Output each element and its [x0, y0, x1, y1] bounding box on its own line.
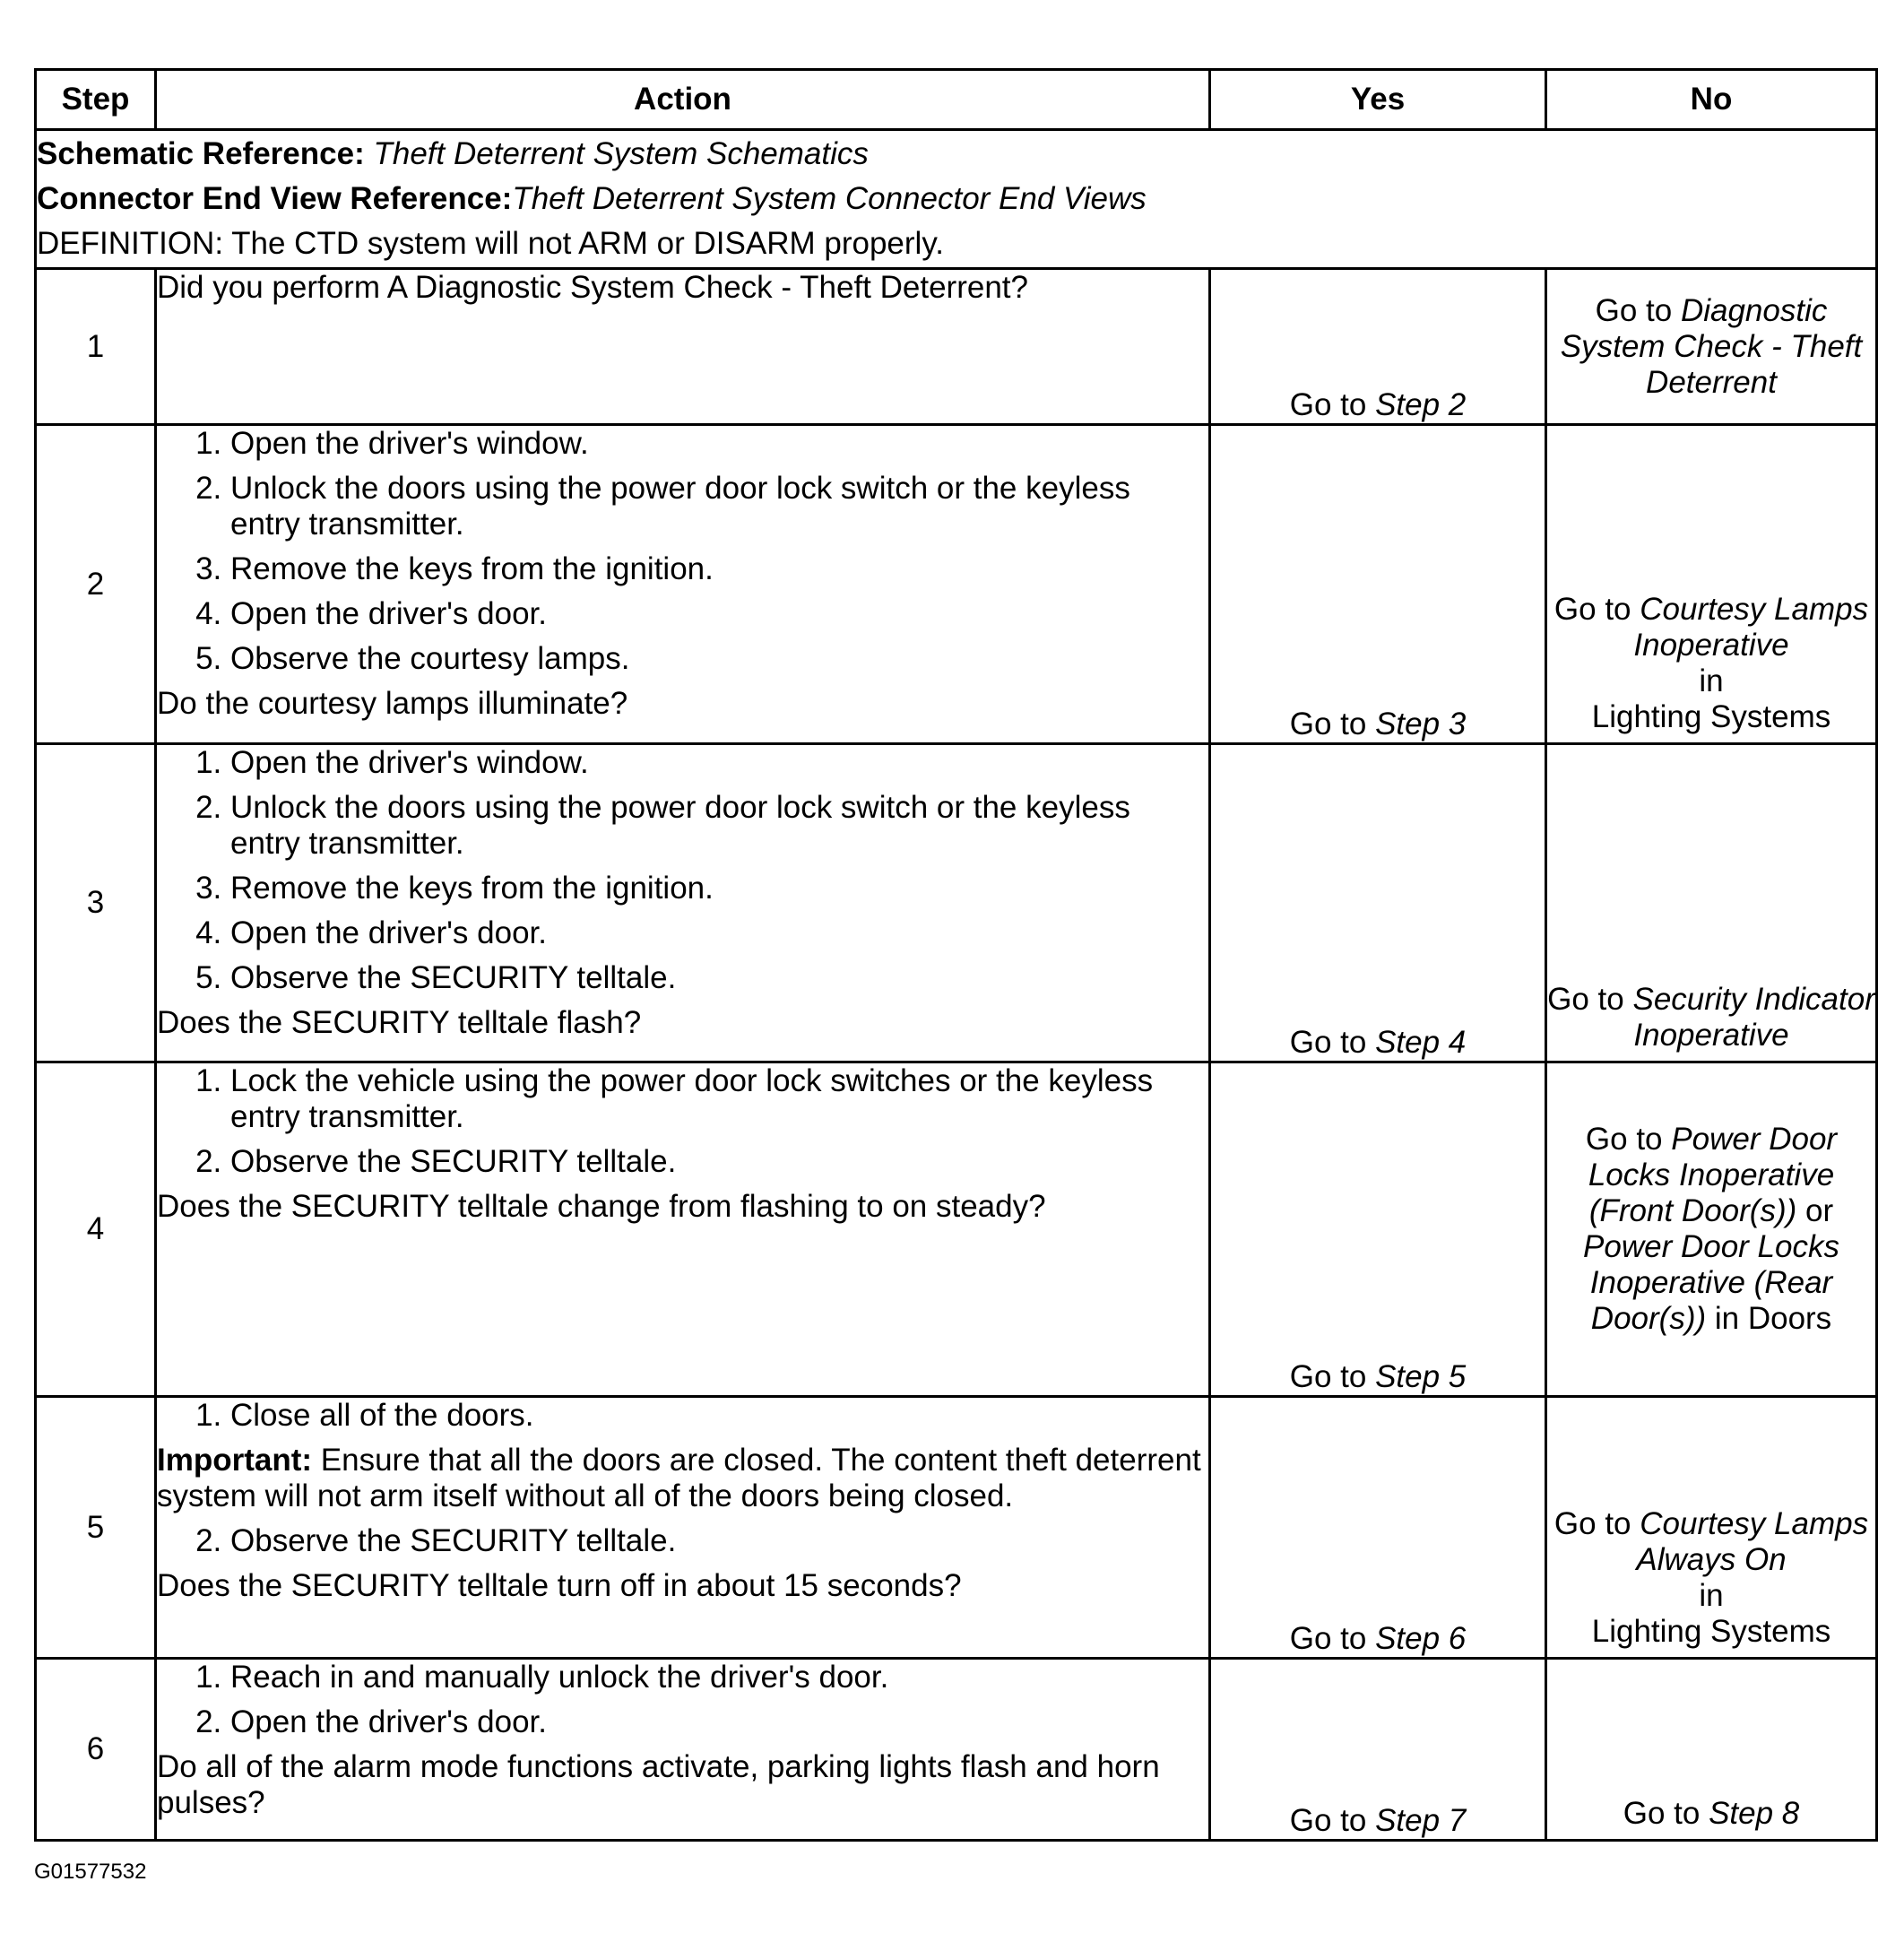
diagnostic-table [34, 68, 1878, 1842]
instruction-item: 5. Observe the SECURITY telltale. [230, 960, 1208, 996]
no-suffix-text: Lighting Systems [1591, 1614, 1831, 1649]
goto-text: Go to [1289, 1025, 1367, 1060]
no-in-text: in [1699, 1578, 1724, 1613]
connector-reference-label: Connector End View Reference: [37, 181, 513, 216]
action-cell [156, 269, 1210, 425]
no-cell [1546, 1659, 1877, 1841]
yes-cell [1210, 1062, 1546, 1397]
step-instructions [157, 1660, 1208, 1740]
goto-text: Go to [1623, 1796, 1701, 1831]
goto-text: Go to [1289, 1359, 1367, 1394]
action-cell [156, 1659, 1210, 1841]
step-number: 5 [36, 1397, 156, 1659]
step-row-6 [36, 1659, 1877, 1841]
step-instructions [157, 745, 1208, 996]
no-cell [1546, 425, 1877, 744]
step-question: Does the SECURITY telltale turn off in about 15 seconds? [157, 1568, 962, 1603]
goto-text: Go to [1289, 707, 1367, 741]
yes-link[interactable]: Step 2 [1375, 387, 1467, 422]
instruction-item: 1. Open the driver's window. [230, 745, 1208, 781]
goto-text: Go to [1289, 1621, 1367, 1656]
no-or-text: or [1805, 1193, 1834, 1228]
step-number: 6 [36, 1659, 156, 1841]
connector-reference-link[interactable]: Theft Deterrent System Connector End Views [512, 181, 1147, 216]
no-link[interactable]: Courtesy Lamps Always On [1636, 1506, 1869, 1577]
important-label: Important: [157, 1443, 313, 1478]
step-question: Does the SECURITY telltale flash? [157, 1005, 642, 1040]
instruction-item: 2. Unlock the doors using the power door lock switch or the keyless entry transmitter. [230, 471, 1208, 542]
step-number: 2 [36, 425, 156, 744]
no-cell [1546, 269, 1877, 425]
goto-text: Go to [1553, 1506, 1631, 1541]
goto-text: Go to [1547, 982, 1624, 1017]
step-row-4 [36, 1062, 1877, 1397]
instruction-item: 2. Unlock the doors using the power door lock switch or the keyless entry transmitter. [230, 790, 1208, 862]
no-link[interactable]: Courtesy Lamps Inoperative [1633, 592, 1869, 663]
instruction-item: 3. Remove the keys from the ignition. [230, 551, 1208, 587]
action-cell [156, 1397, 1210, 1659]
yes-cell [1210, 1659, 1546, 1841]
step-number: 1 [36, 269, 156, 425]
references-cell [36, 130, 1877, 269]
no-link[interactable]: Diagnostic System Check - Theft Deterrent [1560, 292, 1863, 400]
no-link-rear[interactable]: Power Door Locks Inoperative (Rear Door(s)) [1583, 1229, 1839, 1336]
goto-text: Go to [1289, 387, 1367, 422]
schematic-reference-label: Schematic Reference: [37, 136, 365, 171]
no-cell [1546, 1062, 1877, 1397]
instruction-item: 1. Lock the vehicle using the power door lock switches or the keyless entry transmitter. [230, 1063, 1208, 1135]
header-step: Step [36, 70, 156, 130]
instruction-item: 2. Observe the SECURITY telltale. [230, 1144, 1208, 1180]
step-instructions [157, 1063, 1208, 1180]
definition-text: DEFINITION: The CTD system will not ARM or DISARM properly. [37, 226, 944, 261]
header-no: No [1546, 70, 1877, 130]
goto-text: Go to [1585, 1122, 1663, 1157]
yes-link[interactable]: Step 5 [1375, 1359, 1467, 1394]
step-row-1 [36, 269, 1877, 425]
important-text: Ensure that all the doors are closed. The content theft deterrent system will not arm itself without all of the doors being closed. [157, 1443, 1201, 1513]
step-question: Does the SECURITY telltale change from flashing to on steady? [157, 1189, 1046, 1224]
no-cell [1546, 1397, 1877, 1659]
header-yes: Yes [1210, 70, 1546, 130]
step-instructions [157, 1398, 1208, 1434]
instruction-item: 4. Open the driver's door. [230, 596, 1208, 632]
instruction-item: 1. Close all of the doors. [230, 1398, 1208, 1434]
schematic-reference-link[interactable]: Theft Deterrent System Schematics [373, 136, 869, 171]
no-cell [1546, 744, 1877, 1062]
figure-id: G01577532 [34, 1860, 147, 1884]
no-in-text: in [1699, 663, 1724, 698]
yes-cell [1210, 744, 1546, 1062]
yes-cell [1210, 269, 1546, 425]
action-cell [156, 744, 1210, 1062]
instruction-item: 3. Remove the keys from the ignition. [230, 871, 1208, 906]
no-link-front[interactable]: Power Door Locks Inoperative (Front Door(s)) [1588, 1122, 1838, 1228]
instruction-item: 2. Observe the SECURITY telltale. [230, 1523, 1208, 1559]
header-row [36, 70, 1877, 130]
references-row [36, 130, 1877, 269]
step-instructions [157, 426, 1208, 677]
schematic-reference [37, 132, 1875, 177]
step-row-3 [36, 744, 1877, 1062]
action-cell [156, 425, 1210, 744]
connector-reference [37, 177, 1875, 221]
yes-link[interactable]: Step 7 [1375, 1803, 1467, 1838]
step-number: 4 [36, 1062, 156, 1397]
header-action: Action [156, 70, 1210, 130]
action-cell [156, 1062, 1210, 1397]
no-link[interactable]: Security Indicator Inoperative [1632, 982, 1875, 1053]
diagnostic-table-container [34, 68, 1875, 1842]
yes-link[interactable]: Step 4 [1375, 1025, 1467, 1060]
step-question: Do all of the alarm mode functions activate, parking lights flash and horn pulses? [157, 1749, 1160, 1820]
step-row-2 [36, 425, 1877, 744]
yes-cell [1210, 1397, 1546, 1659]
yes-link[interactable]: Step 6 [1375, 1621, 1467, 1656]
goto-text: Go to [1595, 292, 1673, 328]
instruction-item: 5. Observe the courtesy lamps. [230, 641, 1208, 677]
step-number: 3 [36, 744, 156, 1062]
no-link[interactable]: Step 8 [1709, 1796, 1800, 1831]
no-suffix-text: in Doors [1714, 1301, 1832, 1336]
step-question: Do the courtesy lamps illuminate? [157, 686, 628, 721]
step-question: Did you perform A Diagnostic System Check - Theft Deterrent? [157, 270, 1028, 305]
yes-link[interactable]: Step 3 [1375, 707, 1467, 741]
yes-cell [1210, 425, 1546, 744]
step-row-5 [36, 1397, 1877, 1659]
important-note [157, 1443, 1208, 1514]
instruction-item: 2. Open the driver's door. [230, 1704, 1208, 1740]
goto-text: Go to [1289, 1803, 1367, 1838]
instruction-item: 4. Open the driver's door. [230, 915, 1208, 951]
instruction-item: 1. Reach in and manually unlock the driver's door. [230, 1660, 1208, 1695]
step-instructions-continued [157, 1523, 1208, 1559]
no-suffix-text: Lighting Systems [1591, 699, 1831, 734]
instruction-item: 1. Open the driver's window. [230, 426, 1208, 462]
goto-text: Go to [1553, 592, 1631, 627]
